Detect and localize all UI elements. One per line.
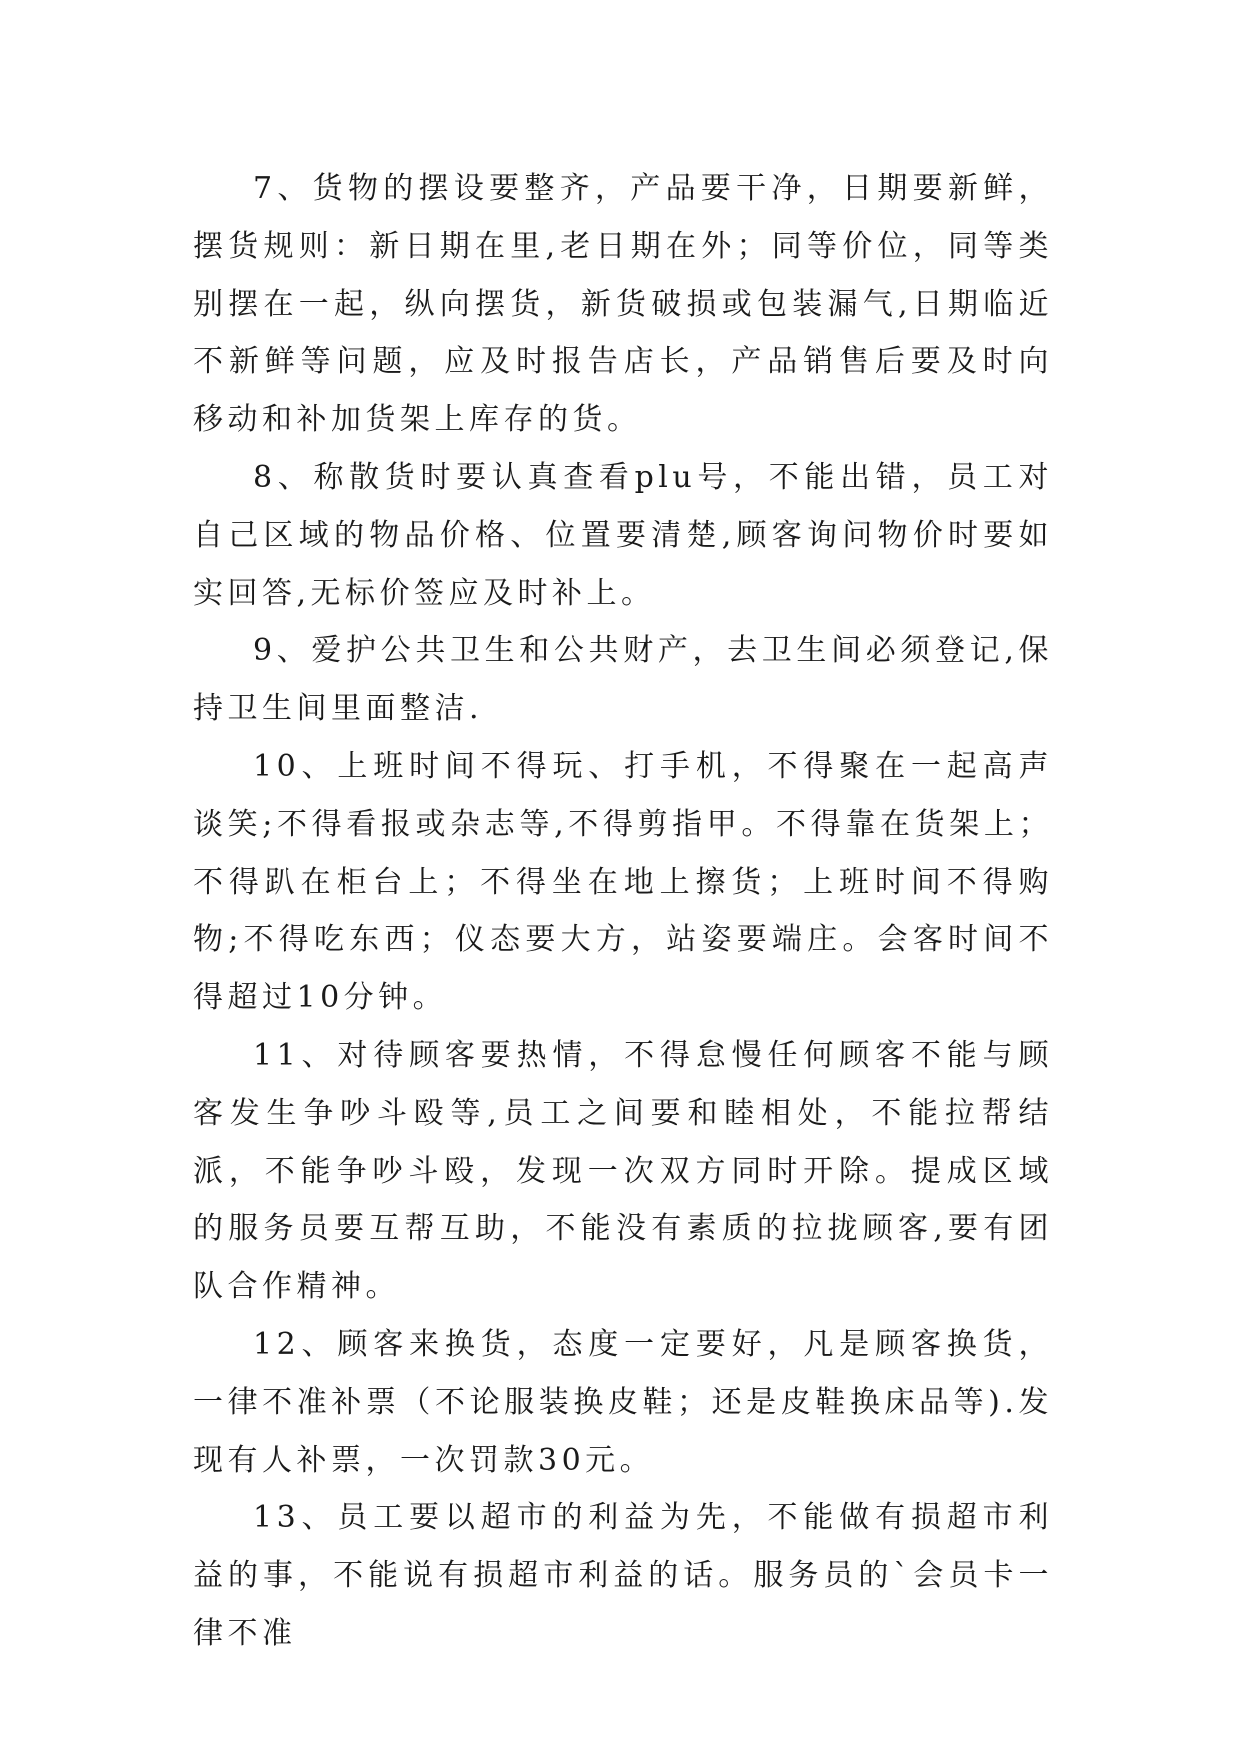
document-body	[193, 160, 1053, 1663]
paragraph-9: 9、爱护公共卫生和公共财产，去卫生间必须登记,保持卫生间里面整洁.	[193, 633, 1053, 727]
paragraph-12: 12、顾客来换货，态度一定要好，凡是顾客换货，一律不准补票（不论服装换皮鞋；还是皮鞋换床品等).发现有人补票，一次罚款30元。	[193, 1326, 1053, 1478]
paragraph-11: 11、对待顾客要热情，不得怠慢任何顾客不能与顾客发生争吵斗殴等,员工之间要和睦相处，不能拉帮结派，不能争吵斗殴，发现一次双方同时开除。提成区域的服务员要互帮互助，不能没有素质的拉拢顾客,要有团队合作精神。	[193, 1037, 1053, 1305]
paragraph-7: 7、货物的摆设要整齐，产品要干净，日期要新鲜，摆货规则：新日期在里,老日期在外；同等价位，同等类别摆在一起，纵向摆货，新货破损或包装漏气,日期临近不新鲜等问题，应及时报告店长，产品销售后要及时向移动和补加货架上库存的货。	[193, 171, 1053, 438]
paragraph-10: 10、上班时间不得玩、打手机，不得聚在一起高声谈笑;不得看报或杂志等,不得剪指甲。不得靠在货架上；不得趴在柜台上；不得坐在地上擦货；上班时间不得购物;不得吃东西；仪态要大方，站姿要端庄。会客时间不得超过10分钟。	[193, 748, 1053, 1016]
paragraph-13: 13、员工要以超市的利益为先，不能做有损超市利益的事，不能说有损超市利益的话。服务员的`会员卡一律不准	[193, 1500, 1053, 1651]
paragraph-8: 8、称散货时要认真查看plu号，不能出错，员工对自己区域的物品价格、位置要清楚,顾客询问物价时要如实回答,无标价签应及时补上。	[193, 459, 1053, 611]
